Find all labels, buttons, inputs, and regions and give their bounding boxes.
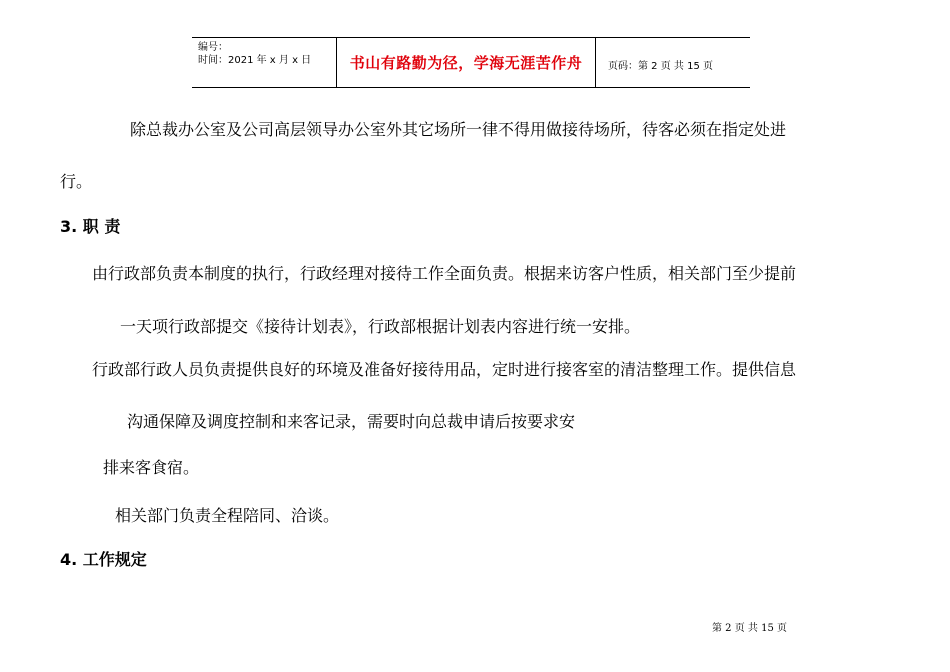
header-motto: 书山有路勤为径，学海无涯苦作舟 [349,54,583,72]
document-date-label: 时间：2021 年 x 月 x 日 [198,55,312,66]
page-header [192,37,750,88]
header-page-number: 页码：第 2 页 共 15 页 [608,61,713,72]
paragraph-2-line-1: 由行政部负责本制度的执行，行政经理对接待工作全面负责。根据来访客户性质，相关部门至少提前 [92,264,797,283]
header-motto-cell [336,38,596,87]
paragraph-3-line-2: 沟通保障及调度控制和来客记录，需要时向总裁申请后按要求安 [127,412,576,431]
header-meta-cell [192,38,336,87]
footer-page-number: 第 2 页 共 15 页 [712,623,787,634]
header-page-cell [594,38,750,87]
section-4-heading: 4. 工作规定 [60,550,147,569]
paragraph-3-line-3: 排来客食宿。 [103,458,200,477]
section-3-heading: 3. 职 责 [60,217,121,236]
paragraph-2-line-2: 一天项行政部提交《接待计划表》，行政部根据计划表内容进行统一安排。 [120,317,641,336]
paragraph-4: 相关部门负责全程陪同、洽谈。 [115,506,340,525]
paragraph-1-line-2: 行。 [60,172,93,191]
document-number-label: 编号： [198,42,228,53]
paragraph-3-line-1: 行政部行政人员负责提供良好的环境及准备好接待用品，定时进行接客室的清洁整理工作。提供信息 [92,360,797,379]
paragraph-1-line-1: 除总裁办公室及公司高层领导办公室外其它场所一律不得用做接待场所，待客必须在指定处进 [130,120,787,139]
